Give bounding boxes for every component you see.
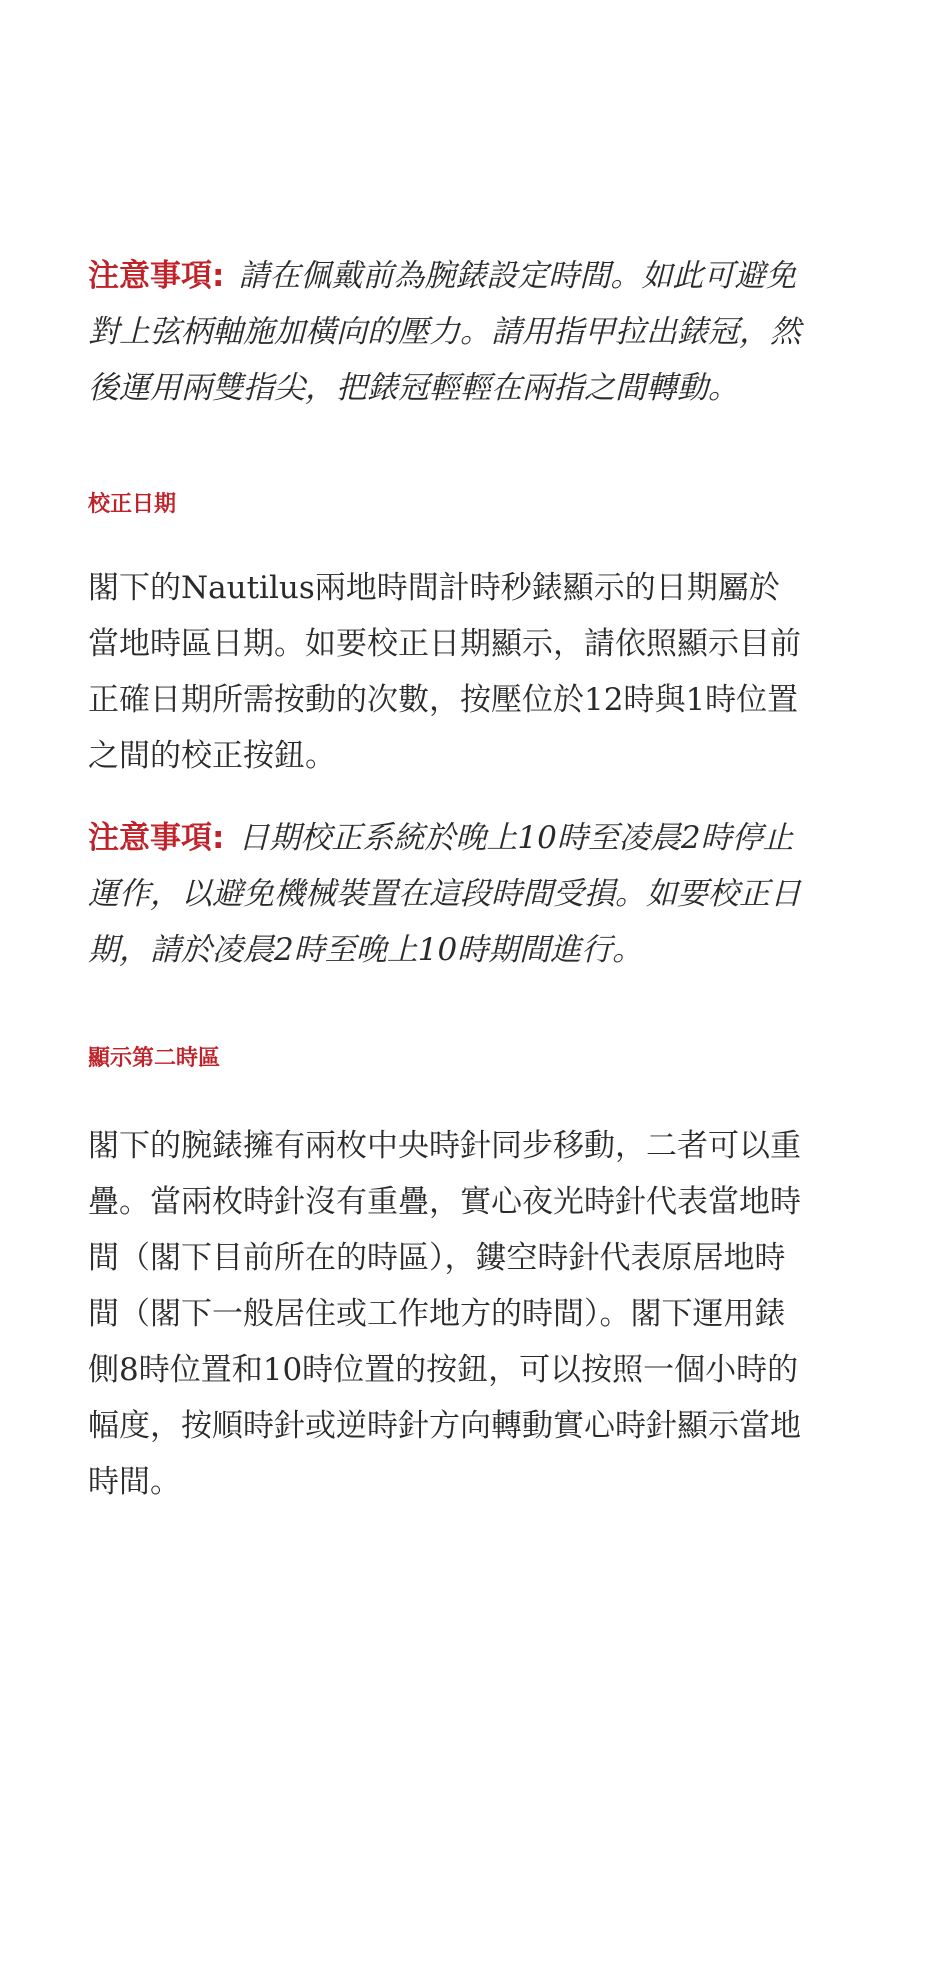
note-date-correction <box>88 810 806 978</box>
note-setting-time <box>88 248 806 416</box>
note-text: 請在佩戴前為腕錶設定時間。如此可避免對上弦柄軸施加橫向的壓力。請用指甲拉出錶冠，然後運用兩雙指尖，把錶冠輕輕在兩指之間轉動。 <box>88 258 801 406</box>
section-paragraph-date: 閣下的Nautilus兩地時間計時秒錶顯示的日期屬於當地時區日期。如要校正日期顯示，請依照顯示目前正確日期所需按動的次數，按壓位於12時與1時位置之間的校正按鈕。 <box>88 570 801 774</box>
section-paragraph-second-timezone: 閣下的腕錶擁有兩枚中央時針同步移動，二者可以重疊。當兩枚時針沒有重疊，實心夜光時針代表當地時間（閣下目前所在的時區），鏤空時針代表原居地時間（閣下一般居住或工作地方的時間）。閣下運用錶側8時位置和10時位置的按鈕，可以按照一個小時的幅度，按順時針或逆時針方向轉動實心時針顯示當地時間。 <box>88 1128 801 1500</box>
section-heading-second-timezone: 顯示第二時區 <box>88 1046 221 1071</box>
note-text: 日期校正系統於晚上10時至凌晨2時停止運作，以避免機械裝置在這段時間受損。如要校正日期，請於凌晨2時至晚上10時期間進行。 <box>88 820 801 968</box>
manual-page <box>88 248 806 1510</box>
note-label: 注意事項: <box>88 820 225 856</box>
section-heading-date: 校正日期 <box>88 492 177 517</box>
note-label: 注意事項: <box>88 258 225 294</box>
